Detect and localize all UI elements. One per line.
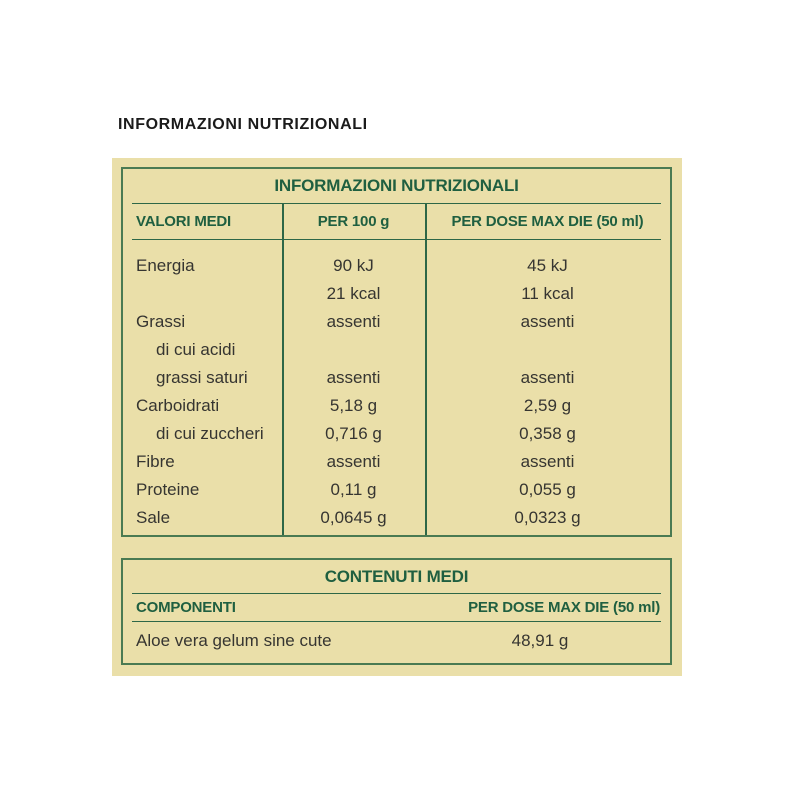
contents-table-header: [123, 594, 670, 621]
row-value-per100: 5,18 g: [329, 396, 378, 415]
row-label: Fibre: [136, 452, 175, 471]
table-row-sale: [123, 504, 670, 532]
column-header-componenti: COMPONENTI: [136, 599, 236, 616]
label-panel: [112, 158, 682, 676]
row-label: Sale: [136, 508, 171, 527]
nutrition-table-body: [123, 240, 670, 532]
row-label: [123, 280, 282, 308]
row-value-per100: 0,716 g: [325, 424, 382, 443]
row-value-dose: assenti: [520, 452, 575, 471]
row-value-per100: 90 kJ: [333, 256, 374, 275]
row-value-dose: 11 kcal: [521, 284, 574, 303]
nutrition-table-header: [123, 204, 670, 239]
column-divider: [425, 203, 427, 535]
table-row-aloe-vera: [123, 622, 670, 660]
contents-table: [121, 558, 672, 665]
row-value-per100: assenti: [326, 368, 381, 387]
row-value-per100: assenti: [326, 312, 381, 331]
table-row-di-cui-acidi: [123, 336, 670, 364]
table-row-grassi: [123, 308, 670, 336]
nutrition-table: [121, 167, 672, 537]
row-value-dose: 2,59 g: [523, 396, 572, 415]
table-row-grassi-saturi: [123, 364, 670, 392]
row-value-dose: 48,91 g: [511, 631, 569, 650]
contents-table-title: CONTENUTI MEDI: [324, 567, 469, 586]
page-heading: INFORMAZIONI NUTRIZIONALI: [118, 116, 368, 133]
row-value-per100: [282, 336, 425, 364]
table-row-energia-kcal: [123, 280, 670, 308]
row-value-per100: 0,11 g: [330, 480, 377, 499]
row-value-dose: 0,358 g: [519, 424, 576, 443]
table-row-di-cui-zuccheri: [123, 420, 670, 448]
row-label: Carboidrati: [136, 396, 220, 415]
row-label: di cui zuccheri: [156, 424, 264, 443]
row-label: Proteine: [136, 480, 200, 499]
row-value-dose: assenti: [520, 368, 575, 387]
row-value-dose: 45 kJ: [527, 256, 568, 275]
table-row-fibre: [123, 448, 670, 476]
column-header-dose-max: PER DOSE MAX DIE (50 ml): [468, 599, 660, 616]
table-row-energia: [123, 252, 670, 280]
row-label: Aloe vera gelum sine cute: [136, 631, 332, 650]
nutrition-table-title: INFORMAZIONI NUTRIZIONALI: [274, 176, 519, 195]
row-value-dose: 0,0323 g: [514, 508, 581, 527]
row-value-per100: assenti: [326, 452, 381, 471]
column-header-valori-medi: VALORI MEDI: [136, 213, 232, 230]
row-value-dose: 0,055 g: [519, 480, 576, 499]
row-value-dose: [425, 336, 670, 364]
row-value-dose: assenti: [520, 312, 575, 331]
column-header-dose-max: PER DOSE MAX DIE (50 ml): [451, 213, 644, 230]
row-label: di cui acidi: [156, 340, 236, 359]
column-header-per-100g: PER 100 g: [317, 213, 390, 230]
row-label: Grassi: [136, 312, 186, 331]
row-label: Energia: [136, 256, 195, 275]
column-divider: [282, 203, 284, 535]
table-row-carboidrati: [123, 392, 670, 420]
row-label: grassi saturi: [156, 368, 248, 387]
row-value-per100: 21 kcal: [326, 284, 381, 303]
row-value-per100: 0,0645 g: [320, 508, 387, 527]
table-row-proteine: [123, 476, 670, 504]
